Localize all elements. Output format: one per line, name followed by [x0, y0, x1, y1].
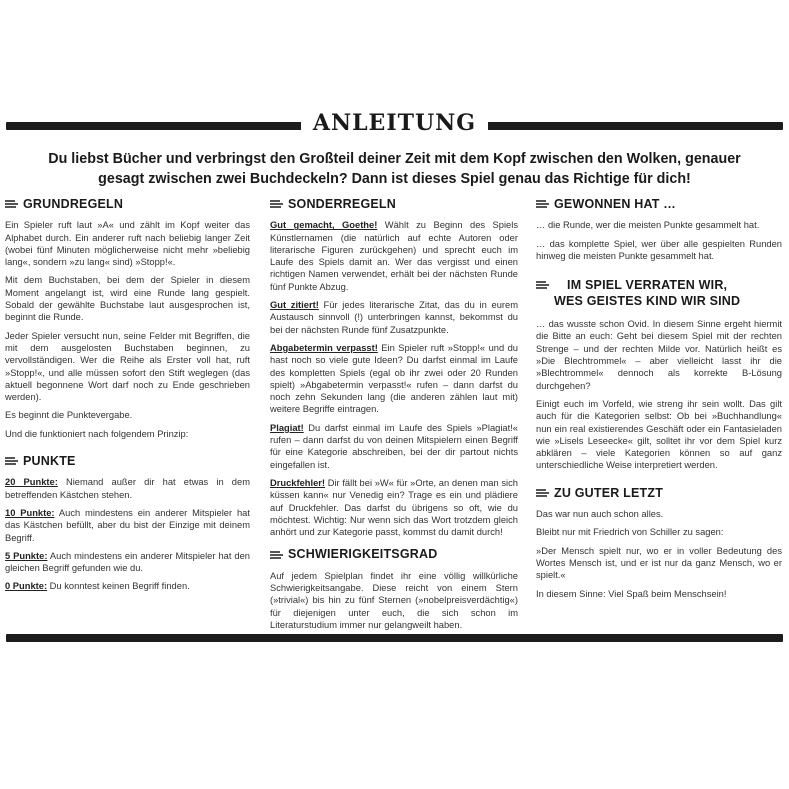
rule-term: Abgabetermin verpasst!	[270, 342, 378, 353]
points-item	[5, 507, 250, 544]
rule-item	[270, 422, 518, 471]
points-term: 0 Punkte:	[5, 581, 48, 592]
rule-text: Du darfst einmal im Laufe des Spiels »Plagiat!« rufen – dann darfst du von deinen Mitspielern einen Begriff für eine Kategorie abschreiben, bei der dir partout nichts eingefallen ist.	[270, 422, 518, 470]
points-text: Du konntest keinen Begriff finden.	[47, 581, 190, 592]
paragraph: Jeder Spieler versucht nun, seine Felder mit Begriffen, die mit dem ausgelosten Buchstaben beginnen, zu vervollständigen. Wer die Reihe als Erster voll hat, ruft »Stopp!«, und alle müssen sofort den Stift weglegen (das aktuell begonnene Wort darf noch zu Ende geschrieben werden).	[5, 330, 250, 403]
section-header-grundregeln	[5, 198, 250, 210]
rule-term: Plagiat!	[270, 422, 304, 433]
paragraph: Es beginnt die Punktevergabe.	[5, 410, 133, 421]
rule-term: Gut gemacht, Goethe!	[270, 220, 378, 231]
points-term: 5 Punkte:	[5, 550, 48, 561]
section-title: ZU GUTER LETZT	[554, 485, 664, 500]
points-item	[5, 476, 250, 501]
section-title: SCHWIERIGKEITSGRAD	[288, 547, 438, 562]
book-stack-icon	[5, 199, 18, 209]
points-text: Auch mindestens ein anderer Mitspieler hat den gleichen Begriff gefunden wie du.	[5, 550, 251, 574]
rule-item	[270, 477, 518, 538]
rule-item	[270, 219, 518, 293]
book-stack-icon	[270, 550, 283, 560]
rule-text: Für jedes literarische Zitat, das du in eurem Austausch sinnvoll (!) unterbringen kannst, bekommst du bei der nächsten Runde fünf Zusatzpunkte.	[270, 300, 518, 335]
rule-item	[270, 342, 518, 416]
paragraph: … das komplette Spiel, wer über alle gespielten Runden hinweg die meisten Punkte gesammelt hat.	[536, 238, 782, 261]
page-title: ANLEITUNG	[301, 108, 488, 138]
paragraph: Einigt euch im Vorfeld, wie streng ihr sein wollt. Das gilt auch für die Kategorien selbst: Ob bei »Buchhandlung« nun ein real existierendes Geschäft oder ein Fantasieladen wie »Lisels Leseecke« gilt, solltet ihr vor dem Spiel kurz abklären – viele Kategorien können so auf ganz unterschiedliche Weise interpretiert werden.	[536, 398, 782, 471]
column-right	[536, 198, 782, 606]
paragraph: In diesem Sinne: Viel Spaß beim Menschsein!	[536, 588, 727, 599]
section-title	[554, 277, 740, 309]
rule-text: Wählt zu Beginn des Spiels Künstlernamen (die natürlich auf echte Autoren oder literarische Figuren zurückgehen) und sprecht euch im Laufe des Spiels damit an. Wer das vergisst und einen richtigen Namen verwendet, erhält bei der nächsten Runde fünf Punkte Abzug.	[270, 220, 518, 292]
points-item	[5, 580, 250, 592]
rule-item	[270, 299, 518, 336]
paragraph: Das war nun auch schon alles.	[536, 509, 664, 520]
section-header-zuguterletzt	[536, 487, 782, 499]
book-stack-icon	[536, 488, 549, 498]
section-title: SONDERREGELN	[288, 197, 396, 211]
points-text: Auch mindestens ein anderer Mitspieler hat das Kästchen befüllt, aber du bist der Einzige mit deinem Begriff.	[5, 507, 250, 543]
paragraph: Und die funktioniert nach folgendem Prinzip:	[5, 428, 189, 439]
section-title: PUNKTE	[23, 454, 76, 469]
title-wrapper	[0, 108, 789, 138]
paragraph: Auf jedem Spielplan findet ihr eine völlig willkürliche Schwierigkeitsangabe. Diese reicht von einem Stern (»trivial«) bis hin zu fünf Sternen (»nobelpreisverdächtig«) für diejenigen unter euch, die sich schon im Literaturstudium immer nur gelangweilt haben.	[270, 570, 518, 630]
section-title: GRUNDREGELN	[23, 197, 124, 211]
paragraph: »Der Mensch spielt nur, wo er in voller Bedeutung des Wortes Mensch ist, und er ist nur da ganz Mensch, wo er spielt.«	[536, 545, 782, 581]
section-title-line: WES GEISTES KIND WIR SIND	[554, 294, 741, 309]
points-term: 10 Punkte:	[5, 507, 55, 518]
section-title-line: IM SPIEL VERRATEN WIR,	[567, 278, 728, 293]
rule-text: Dir fällt bei »W« für »Orte, an denen man sich küssen kann« nur Venedig ein? Trage es ein und plädiere auf Druckfehler. Das darfst du übrigens so oft, wie du möchtest. Wichtig: Nur wenn sich das Wort trotzdem gleich anhört und zur Kategorie passt, kommst du damit durch!	[270, 477, 518, 538]
book-stack-icon	[5, 456, 18, 466]
paragraph: … das wusste schon Ovid. In diesem Sinne ergeht hiermit die Bitte an euch: Geht bei diesem Spiel mit der rechten Strenge – und der rechten Milde vor. Natürlich heißt es »Die Blechtrommel« – aber vielleicht lasst ihr die »Blechtrommel« dennoch als korrekte B-Lösung durchgehen?	[536, 319, 782, 391]
intro-text: Du liebst Bücher und verbringst den Großteil deiner Zeit mit dem Kopf zwischen den Wolken, genauer gesagt zwischen zwei Buchdeckeln? Dann ist dieses Spiel genau das Richtige für dich!	[48, 151, 741, 187]
bottom-divider	[6, 634, 783, 642]
section-title: GEWONNEN HAT …	[554, 197, 677, 211]
column-middle	[270, 198, 518, 637]
book-stack-icon	[536, 199, 549, 209]
section-header-punkte	[5, 455, 250, 467]
paragraph: Ein Spieler ruft laut »A« und zählt im Kopf weiter das Alphabet durch. Ein anderer ruft nach beliebig langer Zeit (wobei fünf Minuten möglicherweise nicht mehr »beliebig lang«, sondern »zu lang« sind) »Stopp!«.	[5, 220, 250, 268]
rule-text: Ein Spieler ruft »Stopp!« und du hast noch so viele gute Ideen? Du darfst einmal im Laufe des kompletten Spiels (egal ob ihr zwei oder 20 Runden spielt) »Abgabetermin verpasst!« rufen – dann darfst du noch zehn Sekunden lang (die anderen zählen laut mit) weitere Begriffe eintragen.	[270, 342, 518, 415]
section-header-schwierigkeitsgrad	[270, 548, 518, 560]
rule-term: Druckfehler!	[270, 477, 326, 488]
section-header-verraten	[536, 277, 782, 309]
points-term: 20 Punkte:	[5, 477, 58, 488]
rule-term: Gut zitiert!	[270, 300, 319, 311]
points-text: Niemand außer dir hat etwas in dem betreffenden Kästchen stehen.	[5, 477, 250, 500]
section-header-sonderregeln	[270, 198, 518, 210]
paragraph: Bleibt nur mit Friedrich von Schiller zu sagen:	[536, 527, 724, 538]
book-stack-icon	[536, 280, 549, 290]
column-left	[5, 198, 250, 599]
book-stack-icon	[270, 199, 283, 209]
points-item	[5, 550, 250, 575]
paragraph: Mit dem Buchstaben, bei dem der Spieler in diesem Moment angelangt ist, wird eine Runde lang gespielt. Sobald der gewählte Buchstabe laut ausgesprochen ist, beginnt die Runde.	[5, 275, 250, 323]
section-header-gewonnen	[536, 198, 782, 210]
paragraph: … die Runde, wer die meisten Punkte gesammelt hat.	[536, 220, 760, 231]
